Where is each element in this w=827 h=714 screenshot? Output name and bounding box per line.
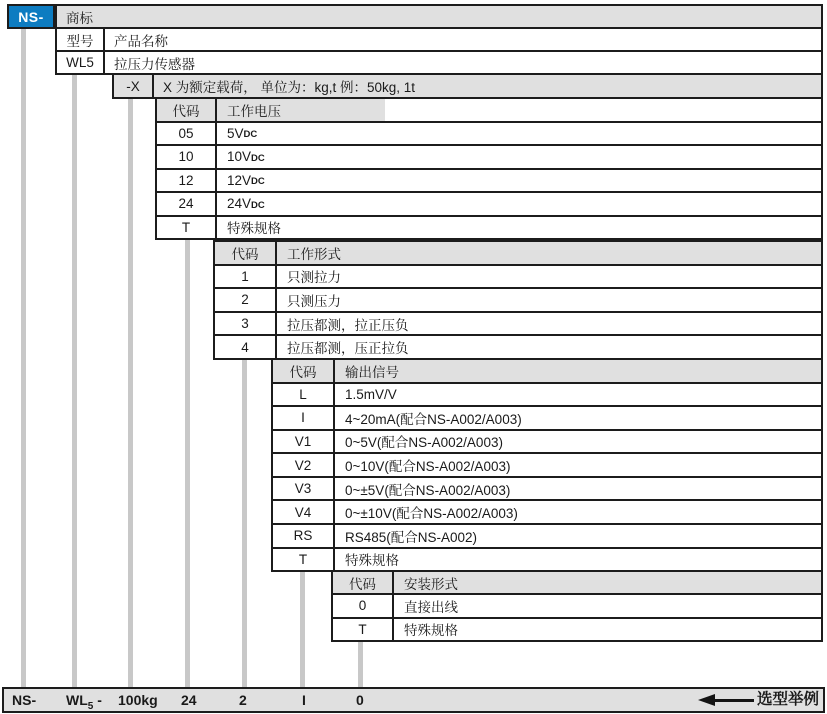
table-row — [273, 478, 821, 502]
model-row — [55, 27, 823, 52]
code-cell: T — [333, 619, 394, 640]
label-header: 输出信号 — [345, 364, 399, 380]
example-code-segment: $WL_5$ - — [66, 692, 102, 712]
code-cell: 2 — [215, 289, 277, 311]
label-header: 安装形式 — [404, 576, 458, 592]
value-cell: 4~20mA(配合NS-A002/A003) — [345, 411, 522, 427]
table-header-row — [157, 99, 821, 123]
table-row — [333, 619, 821, 640]
value-cell: 只测压力 — [287, 293, 341, 309]
table-row — [273, 431, 821, 455]
code-cell: 05 — [157, 123, 217, 145]
code-cell: V4 — [273, 501, 335, 523]
code-cell: RS — [273, 525, 335, 547]
table-output-signal — [271, 358, 823, 572]
value-cell: 1.5mV/V — [345, 386, 397, 402]
table-row — [273, 407, 821, 431]
code-cell: 1 — [215, 266, 277, 288]
value-cell: 10V DC — [227, 149, 265, 165]
value-cell: 特殊规格 — [345, 553, 399, 569]
code-cell: 24 — [157, 193, 217, 215]
rated-load-label: X 为额定载荷， 单位为：kg,t 例：50kg, 1t — [163, 80, 416, 95]
table-row — [273, 525, 821, 549]
table-row — [215, 289, 821, 313]
table-header-row — [215, 242, 821, 266]
example-order-bar — [2, 687, 825, 713]
trademark-label: 商标 — [66, 10, 93, 26]
value-cell: 5V DC — [227, 125, 258, 141]
value-cell: 直接出线 — [404, 599, 458, 615]
example-code-segment: 0 — [356, 692, 364, 708]
connector-line — [242, 360, 247, 689]
code-cell: L — [273, 384, 335, 406]
value-cell: 拉压都测，压正拉负 — [287, 341, 409, 357]
model-code: 型号 — [57, 29, 105, 50]
table-row — [157, 123, 821, 147]
table-row — [333, 595, 821, 618]
code-cell: T — [157, 217, 217, 239]
value-cell: 12V DC — [227, 172, 265, 188]
code-cell: V1 — [273, 431, 335, 453]
table-working-voltage — [155, 97, 823, 240]
table-row — [273, 454, 821, 478]
product-label: 拉压力传感器 — [114, 56, 195, 72]
value-cell: 特殊规格 — [404, 623, 458, 639]
table-row — [273, 501, 821, 525]
code-cell: 0 — [333, 595, 394, 616]
value-cell: 只测拉力 — [287, 270, 341, 286]
value-cell: 0~5V(配合NS-A002/A003) — [345, 435, 503, 451]
connector-line — [72, 75, 77, 689]
code-cell: T — [273, 549, 335, 571]
value-cell: 拉压都测，拉正压负 — [287, 317, 409, 333]
connector-line — [185, 240, 190, 689]
table-row — [215, 266, 821, 290]
value-cell: 24V DC — [227, 196, 265, 212]
connector-line — [300, 572, 305, 689]
connector-line — [358, 642, 363, 689]
rated-load-row — [112, 73, 823, 99]
table-row — [215, 313, 821, 337]
table-row — [157, 193, 821, 217]
value-cell: 0~±10V(配合NS-A002/A003) — [345, 506, 518, 522]
code-cell: 4 — [215, 336, 277, 358]
table-header-row — [333, 572, 821, 595]
label-header: 工作电压 — [227, 103, 281, 119]
code-header: 代码 — [157, 99, 217, 121]
table-row — [273, 549, 821, 571]
table-row — [273, 384, 821, 408]
arrow-line — [712, 699, 754, 702]
value-cell: 0~10V(配合NS-A002/A003) — [345, 459, 511, 475]
table-install-type — [331, 570, 823, 642]
example-code-segment: NS- — [12, 692, 37, 708]
value-cell: 0~±5V(配合NS-A002/A003) — [345, 482, 511, 498]
label-header: 工作形式 — [287, 246, 341, 262]
table-header-row — [273, 360, 821, 384]
code-header: 代码 — [273, 360, 335, 382]
value-cell: RS485(配合NS-A002) — [345, 529, 478, 545]
table-row — [157, 146, 821, 170]
example-code-segment: 24 — [181, 692, 197, 708]
code-cell: V2 — [273, 454, 335, 476]
product-row — [55, 50, 823, 75]
example-caption: 选型举例 — [757, 691, 820, 708]
trademark-row — [55, 4, 823, 29]
table-row — [215, 336, 821, 358]
value-cell: 特殊规格 — [227, 221, 281, 237]
code-cell: 12 — [157, 170, 217, 192]
table-row — [157, 170, 821, 194]
table-row — [157, 217, 821, 239]
code-header: 代码 — [215, 242, 277, 264]
rated-load-code: -X — [114, 75, 154, 97]
connector-line — [21, 29, 26, 689]
table-work-mode — [213, 240, 823, 360]
example-code-segment: 100kg — [118, 692, 158, 708]
example-code-segment: 2 — [239, 692, 247, 708]
code-header: 代码 — [333, 572, 394, 593]
code-cell: 3 — [215, 313, 277, 335]
example-code-segment: I — [302, 692, 306, 708]
code-cell: V3 — [273, 478, 335, 500]
brand-code-cell: NS- — [7, 4, 55, 29]
code-cell: 10 — [157, 146, 217, 168]
connector-line — [128, 99, 133, 689]
product-code: WL5 — [57, 52, 105, 73]
model-label: 产品名称 — [114, 33, 168, 49]
code-cell: I — [273, 407, 335, 429]
